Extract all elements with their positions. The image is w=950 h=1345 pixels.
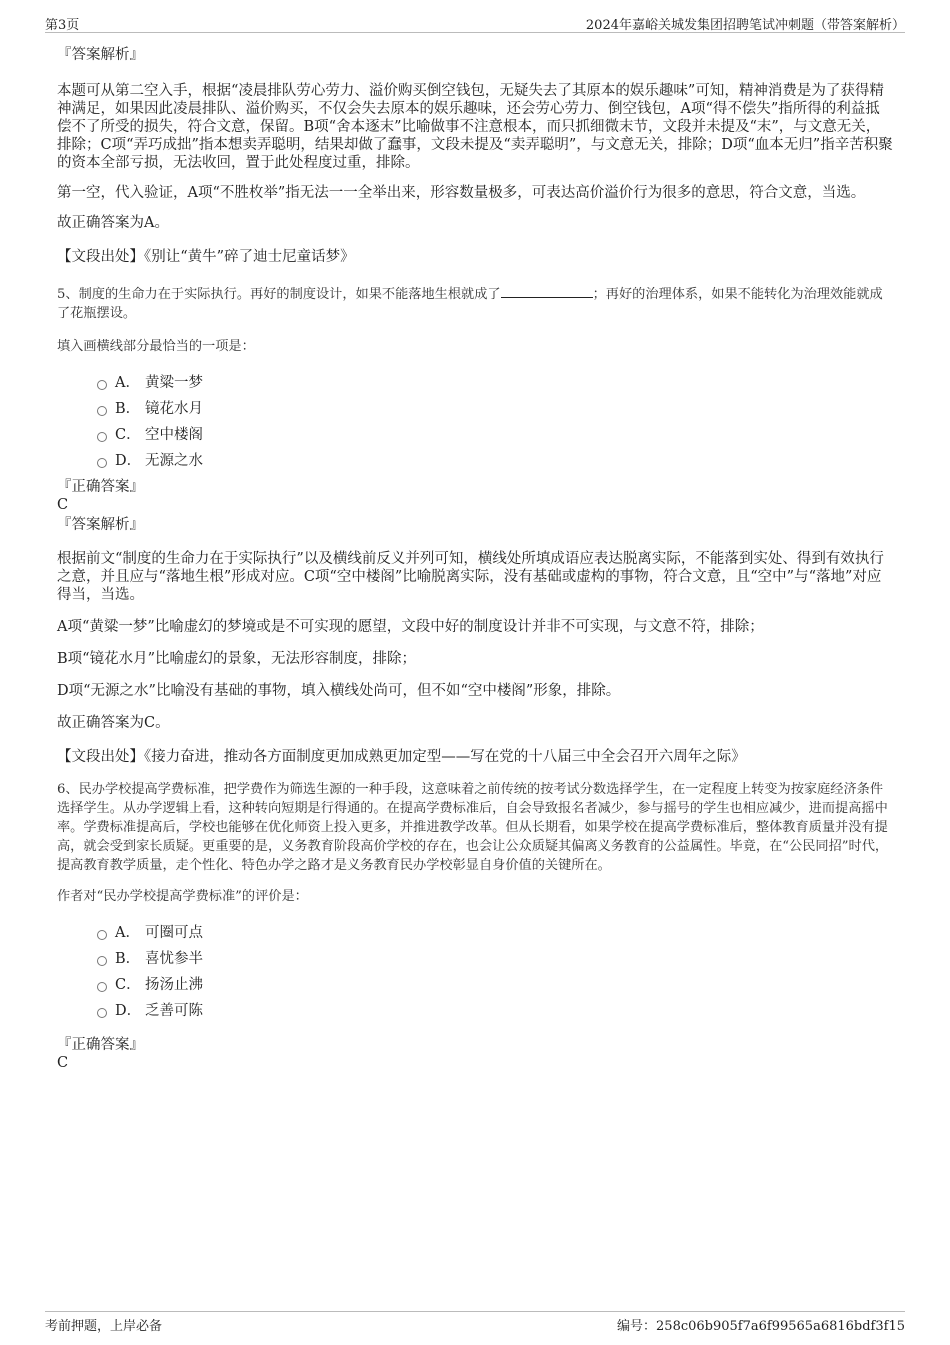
q4-source: 【文段出处】《别让“黄牛”碎了迪士尼童话梦》 — [57, 249, 355, 265]
q5-analysis-paragraph: A项“黄粱一梦”比喻虚幻的梦境或是不可实现的愿望，文段中好的制度设计并非不可实现，与文意不符，排除； — [57, 619, 764, 635]
q4-conclusion: 故正确答案为A。 — [57, 215, 169, 231]
option-a[interactable]: A． 可圈可点 — [57, 920, 893, 946]
q5-conclusion: 故正确答案为C。 — [57, 715, 170, 731]
q6-options — [57, 920, 893, 1024]
q4-analysis-label: 『答案解析』 — [57, 47, 144, 63]
radio-button-icon[interactable] — [97, 1008, 107, 1018]
page-content — [57, 46, 893, 1072]
document-code: 编号：258c06b905f7a6f99565a6816bdf3f15 — [617, 1319, 905, 1334]
option-a[interactable]: A． 黄粱一梦 — [57, 370, 893, 396]
q5-answer: C — [57, 497, 69, 513]
q6-stem: 6、民办学校提高学费标准，把学费作为筛选生源的一种手段，这意味着之前传统的按考试分数选择学生，在一定程度上转变为按家庭经济条件选择学生。从办学逻辑上看，这种转向短期是行得通的。在提高学费标准后，自会导致报名者减少，参与摇号的学生也相应减少，进而提高摇中率。学费标准提高后，学校也能够在优化师资上投入更多，并推进教学改革。但从长期看，如果学校在提高学费标准后，整体教育质量并没有提高，就会受到家长质疑。更重要的是，义务教育阶段高价学校的存在，也会让公众质疑其偏离义务教育的公益属性。毕竟，在“公民同招”时代，提高教育教学质量，走个性化、特色办学之路才是义务教育民办学校彰显自身价值的关键所在。 — [57, 782, 889, 873]
radio-button-icon[interactable] — [97, 432, 107, 442]
q6-prompt: 作者对“民办学校提高学费标准”的评价是： — [57, 889, 308, 904]
radio-button-icon[interactable] — [97, 406, 107, 416]
page-footer — [45, 1311, 905, 1334]
footer-slogan: 考前押题，上岸必备 — [45, 1319, 163, 1334]
option-d[interactable]: D． 乏善可陈 — [57, 998, 893, 1024]
q5-analysis-paragraph: D项“无源之水”比喻没有基础的事物，填入横线处尚可，但不如“空中楼阁”形象，排除。 — [57, 683, 621, 699]
q5-stem: 5、制度的生命力在于实际执行。再好的制度设计，如果不能落地生根就成了 ；再好的治理体系，如果不能转化为治理效能就成了花瓶摆设。 — [57, 284, 893, 323]
radio-button-icon[interactable] — [97, 982, 107, 992]
radio-button-icon[interactable] — [97, 380, 107, 390]
radio-button-icon[interactable] — [97, 930, 107, 940]
q4-analysis-paragraph: 本题可从第二空入手，根据“凌晨排队劳心劳力、溢价购买倒空钱包，无疑失去了其原本的娱乐趣味”可知，精神消费是为了获得精神满足，如果因此凌晨排队、溢价购买，不仅会失去原本的娱乐趣味，还会劳心劳力、倒空钱包，A项“得不偿失”指所得的利益抵偿不了所受的损失，符合文意，保留。B项“舍本逐末”比喻做事不注意根本，而只抓细微末节，文段并未提及“末”，与文意无关，排除；C项“弄巧成拙”指本想卖弄聪明，结果却做了蠢事，文段未提及“卖弄聪明”，与文意无关，排除；D项“血本无归”指辛苦积聚的资本全部亏损，无法收回，置于此处程度过重，排除。 — [57, 83, 893, 171]
q5-options — [57, 370, 893, 474]
option-c[interactable]: C． 空中楼阁 — [57, 422, 893, 448]
q4-analysis-paragraph: 第一空，代入验证，A项“不胜枚举”指无法一一全举出来，形容数量极多，可表达高价溢价行为很多的意思，符合文意，当选。 — [57, 185, 866, 201]
option-b[interactable]: B． 喜忧参半 — [57, 946, 893, 972]
q6-answer-label: 『正确答案』 — [57, 1037, 144, 1053]
option-d[interactable]: D． 无源之水 — [57, 448, 893, 474]
page-number: 第3页 — [45, 18, 80, 33]
option-c[interactable]: C． 扬汤止沸 — [57, 972, 893, 998]
radio-button-icon[interactable] — [97, 458, 107, 468]
q5-analysis-paragraph: 根据前文“制度的生命力在于实际执行”以及横线前反义并列可知，横线处所填成语应表达脱离实际，不能落到实处、得到有效执行之意，并且应与“落地生根”形成对应。C项“空中楼阁”比喻脱离实际，没有基础或虚构的事物，符合文意，且“空中”与“落地”对应得当，当选。 — [57, 551, 884, 603]
page-header — [45, 14, 905, 33]
q5-analysis-label: 『答案解析』 — [57, 517, 144, 533]
document-title: 2024年嘉峪关城发集团招聘笔试冲刺题（带答案解析） — [585, 18, 905, 33]
fill-blank — [501, 284, 593, 298]
q5-analysis-paragraph: B项“镜花水月”比喻虚幻的景象，无法形容制度，排除； — [57, 651, 416, 667]
q6-answer: C — [57, 1055, 69, 1071]
q5-answer-label: 『正确答案』 — [57, 479, 144, 495]
option-b[interactable]: B． 镜花水月 — [57, 396, 893, 422]
radio-button-icon[interactable] — [97, 956, 107, 966]
q5-prompt: 填入画横线部分最恰当的一项是： — [57, 339, 255, 354]
q5-source: 【文段出处】《接力奋进，推动各方面制度更加成熟更加定型——写在党的十八届三中全会召开六周年之际》 — [57, 749, 746, 765]
